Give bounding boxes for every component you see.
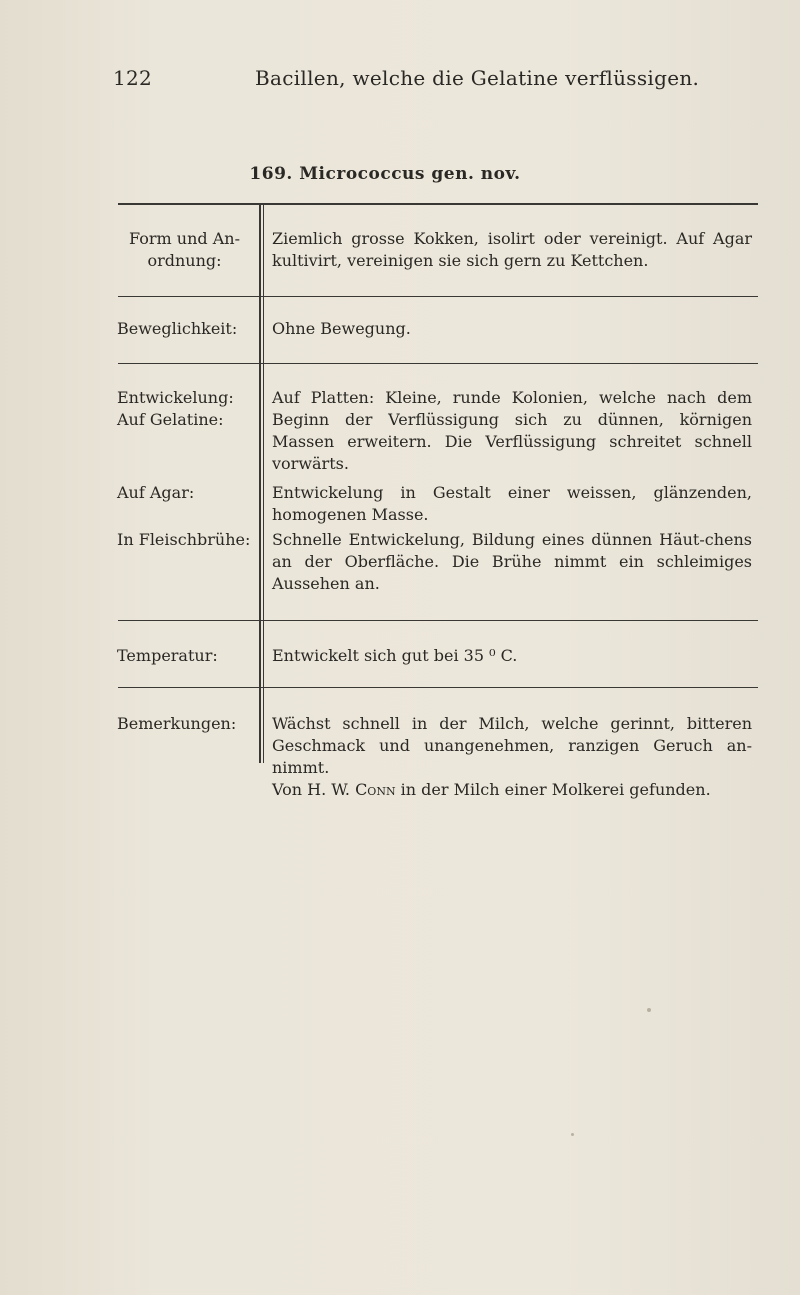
broth-description: Schnelle Entwickelung, Bildung eines dünnen Häut-chens an der Oberfläche. Die Brühe nimmt ein schleimiges Aussehen an.	[272, 530, 752, 593]
temperature-description: Entwickelt sich gut bei 35 ⁰ C.	[272, 646, 518, 665]
gelatine-description: Auf Platten: Kleine, runde Kolonien, welche nach dem Beginn der Verflüssigung sich zu dünnen, körnigen Massen erweitern. Die Verflüssigung schreitet schnell vorwärts.	[272, 388, 752, 473]
running-head: Bacillen, welche die Gelatine verflüssigen.	[255, 66, 700, 90]
broth-label: In Fleischbrühe:	[117, 530, 251, 549]
page-number: 122	[113, 66, 153, 90]
remarks-description	[272, 713, 752, 801]
row-divider	[118, 363, 758, 364]
development-label: Entwickelung: Auf Gelatine:	[117, 388, 234, 429]
row-divider	[118, 296, 758, 297]
agar-label: Auf Agar:	[117, 483, 195, 502]
author-name: Conn	[355, 780, 396, 799]
remarks-text: Wächst schnell in der Milch, welche gerinnt, bitteren Geschmack und unangenehmen, ranzigen Geruch an-nimmt.	[272, 714, 752, 777]
form-description: Ziemlich grosse Kokken, isolirt oder vereinigt. Auf Agar kultivirt, vereinigen sie sich gern zu Kettchen.	[272, 229, 752, 270]
paper-speck	[647, 1008, 651, 1012]
temperature-label: Temperatur:	[117, 646, 218, 665]
row-divider	[118, 620, 758, 621]
form-label: Form und An- ordnung:	[129, 229, 240, 270]
motility-label: Beweglichkeit:	[117, 319, 238, 338]
page-header	[0, 66, 800, 96]
motility-description: Ohne Bewegung.	[272, 319, 411, 338]
paper-speck	[571, 1133, 574, 1136]
row-divider	[118, 687, 758, 688]
agar-description: Entwickelung in Gestalt einer weissen, glänzenden, homogenen Masse.	[272, 483, 752, 524]
entry-title: 169. Micrococcus gen. nov.	[249, 164, 521, 184]
remarks-label: Bemerkungen:	[117, 714, 237, 733]
column-divider-inner	[263, 203, 264, 763]
table-top-rule	[118, 203, 758, 205]
remarks-note: Von H. W. Conn in der Milch einer Molkerei gefunden.	[272, 780, 711, 799]
column-divider	[259, 203, 261, 763]
